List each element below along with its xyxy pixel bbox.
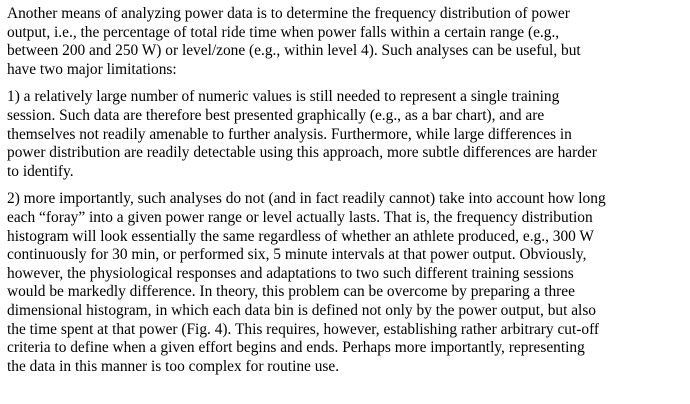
text-line: between 200 and 250 W) or level/zone (e.g., within level 4). Such analyses can be useful, but <box>7 42 581 60</box>
paragraph-intro <box>7 5 687 79</box>
text-line: the time spent at that power (Fig. 4). This requires, however, establishing rather arbitrary cut-off <box>7 320 600 338</box>
paragraph-limitation-2 <box>7 190 687 376</box>
document-body <box>7 5 687 385</box>
text-line: dimensional histogram, in which each data bin is defined not only by the power output, but also <box>7 301 597 319</box>
text-line: have two major limitations: <box>7 60 177 78</box>
paragraph-limitation-1 <box>7 88 687 181</box>
text-line: Another means of analyzing power data is to determine the frequency distribution of power <box>7 5 570 22</box>
text-line: to identify. <box>7 162 74 180</box>
text-line: themselves not readily amenable to further analysis. Furthermore, while large differences in <box>7 125 572 143</box>
text-line: 2) more importantly, such analyses do not (and in fact readily cannot) take into account how long <box>7 190 606 208</box>
text-line: 1) a relatively large number of numeric values is still needed to represent a single training <box>7 88 560 106</box>
text-line: each “foray” into a given power range or level actually lasts. That is, the frequency distribution <box>7 208 593 226</box>
text-line: would be markedly difference. In theory, this problem can be overcome by preparing a three <box>7 283 575 301</box>
text-line: however, the physiological responses and adaptations to two such different training sessions <box>7 264 574 282</box>
text-line: session. Such data are therefore best presented graphically (e.g., as a bar chart), and are <box>7 106 545 124</box>
text-line: histogram will look essentially the same regardless of whether an athlete produced, e.g., 300 W <box>7 227 594 245</box>
text-line: power distribution are readily detectable using this approach, more subtle differences are harder <box>7 144 597 162</box>
text-line: criteria to define when a given effort begins and ends. Perhaps more importantly, representing <box>7 339 585 357</box>
text-line: output, i.e., the percentage of total ride time when power falls within a certain range (e.g., <box>7 23 560 41</box>
text-line: the data in this manner is too complex for routine use. <box>7 357 340 375</box>
text-line: continuously for 30 min, or performed six, 5 minute intervals at that power output. Obviously, <box>7 246 587 264</box>
